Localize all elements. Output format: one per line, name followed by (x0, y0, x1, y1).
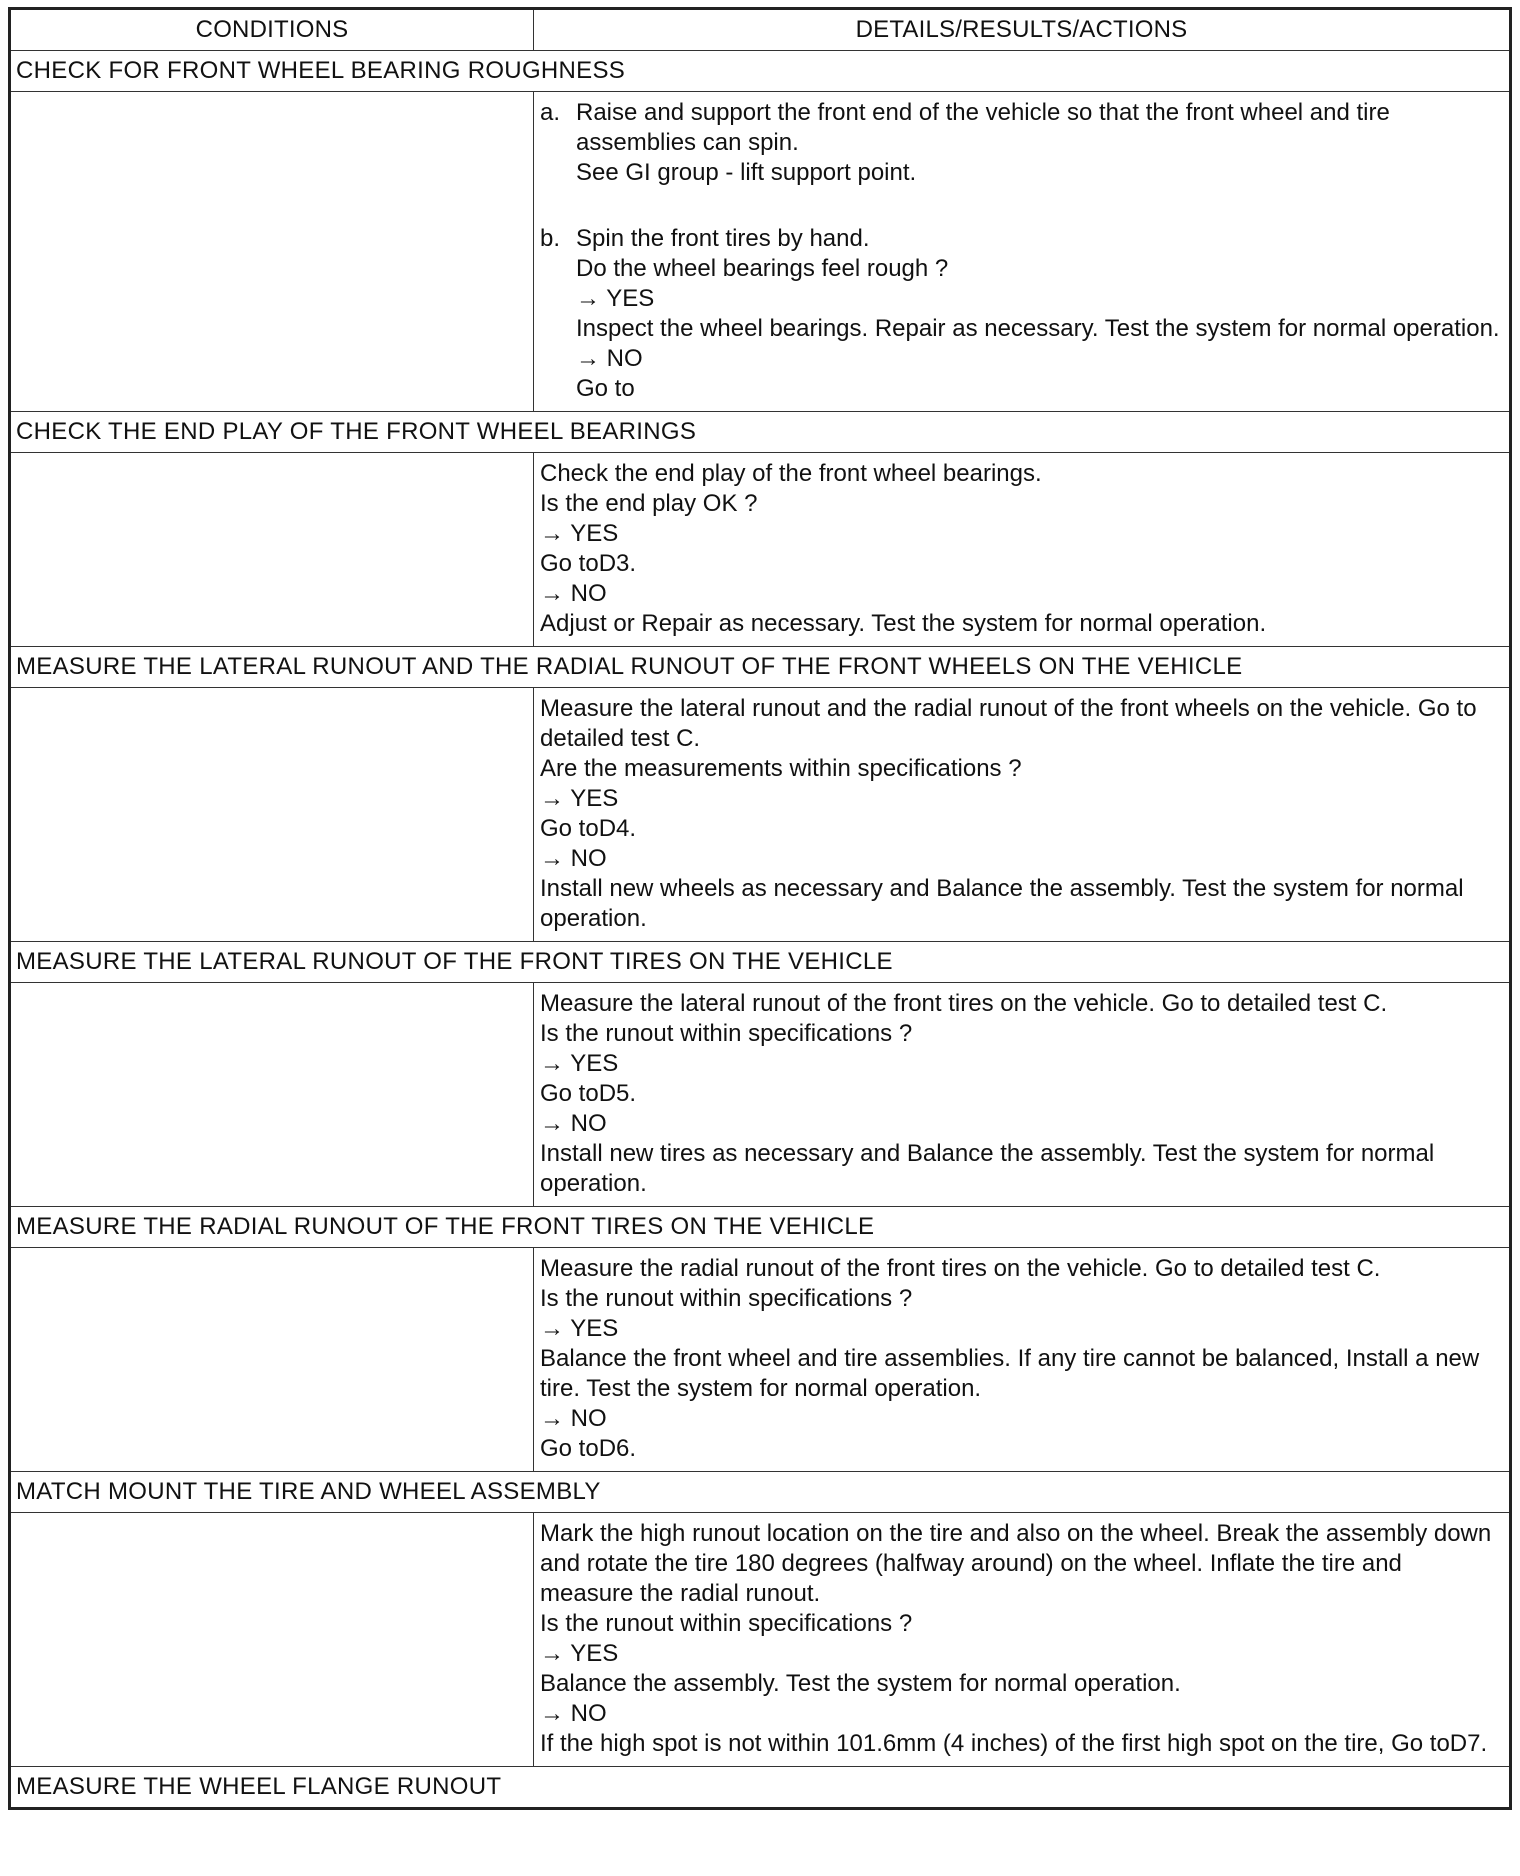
detail-line: Measure the lateral runout and the radial runout of the front wheels on the vehicle. Go to detailed test C. (540, 695, 1477, 752)
step-title-row (10, 647, 1511, 688)
detail-line: Is the runout within specifications ? (540, 1285, 913, 1312)
step-title-row (10, 942, 1511, 983)
detail-line: → NO (540, 1110, 607, 1137)
substep (540, 98, 1501, 188)
header-row (10, 9, 1511, 51)
step-title: MEASURE THE WHEEL FLANGE RUNOUT (10, 1767, 1511, 1809)
diagnostic-table (8, 7, 1512, 1810)
step-detail-row (10, 983, 1511, 1207)
details-cell (534, 453, 1511, 647)
detail-line: Is the end play OK ? (540, 490, 758, 517)
detail-line: → NO (576, 345, 643, 372)
substep-body (576, 224, 1501, 404)
step-title: MEASURE THE LATERAL RUNOUT AND THE RADIAL RUNOUT OF THE FRONT WHEELS ON THE VEHICLE (10, 647, 1511, 688)
step-detail-row (10, 688, 1511, 942)
detail-line: Raise and support the front end of the vehicle so that the front wheel and tire assemblies can spin. (576, 99, 1390, 156)
step-title: MEASURE THE LATERAL RUNOUT OF THE FRONT TIRES ON THE VEHICLE (10, 942, 1511, 983)
detail-line: If the high spot is not within 101.6mm (4 inches) of the first high spot on the tire, Go toD7. (540, 1730, 1488, 1757)
step-title-row (10, 1767, 1511, 1809)
conditions-cell (10, 983, 534, 1207)
details-cell (534, 983, 1511, 1207)
details-cell (534, 688, 1511, 942)
step-detail-row (10, 1513, 1511, 1767)
detail-line: → YES (540, 1050, 619, 1077)
detail-line: Spin the front tires by hand. (576, 225, 870, 252)
detail-line: Adjust or Repair as necessary. Test the system for normal operation. (540, 610, 1267, 637)
conditions-cell (10, 1248, 534, 1472)
detail-line: Go toD6. (540, 1435, 637, 1462)
detail-line: Measure the radial runout of the front tires on the vehicle. Go to detailed test C. (540, 1255, 1381, 1282)
steps-body (10, 51, 1511, 1809)
conditions-cell (10, 453, 534, 647)
step-title-row (10, 51, 1511, 92)
detail-line: Go toD4. (540, 815, 637, 842)
step-detail-row (10, 92, 1511, 412)
detail-line: Install new tires as necessary and Balance the assembly. Test the system for normal operation. (540, 1140, 1435, 1197)
step-title: MATCH MOUNT THE TIRE AND WHEEL ASSEMBLY (10, 1472, 1511, 1513)
step-title-row (10, 1472, 1511, 1513)
detail-line: → YES (540, 1315, 619, 1342)
substep-marker: a. (540, 99, 561, 126)
details-header: DETAILS/RESULTS/ACTIONS (534, 9, 1511, 51)
details-cell (534, 1513, 1511, 1767)
detail-line: Go toD5. (540, 1080, 637, 1107)
detail-line: Check the end play of the front wheel bearings. (540, 460, 1042, 487)
detail-line: → YES (540, 1640, 619, 1667)
detail-line: → NO (540, 580, 607, 607)
detail-line: → NO (540, 1405, 607, 1432)
step-title-row (10, 1207, 1511, 1248)
detail-line: → YES (576, 285, 655, 312)
substep-body (576, 98, 1501, 188)
step-title: MEASURE THE RADIAL RUNOUT OF THE FRONT TIRES ON THE VEHICLE (10, 1207, 1511, 1248)
step-title: CHECK THE END PLAY OF THE FRONT WHEEL BEARINGS (10, 412, 1511, 453)
substep-marker: b. (540, 225, 561, 252)
detail-line: Balance the assembly. Test the system for normal operation. (540, 1670, 1181, 1697)
detail-line: Measure the lateral runout of the front tires on the vehicle. Go to detailed test C. (540, 990, 1388, 1017)
detail-line: Mark the high runout location on the tire and also on the wheel. Break the assembly down and rotate the tire 180 degrees (halfway around) on the wheel. Inflate the tire and measure the radial runout. (540, 1520, 1492, 1607)
detail-line: Install new wheels as necessary and Balance the assembly. Test the system for normal operation. (540, 875, 1464, 932)
conditions-header: CONDITIONS (10, 9, 534, 51)
detail-line: Do the wheel bearings feel rough ? (576, 255, 949, 282)
detail-line: Go to (576, 375, 635, 402)
step-title-row (10, 412, 1511, 453)
conditions-cell (10, 92, 534, 412)
detail-line: Inspect the wheel bearings. Repair as necessary. Test the system for normal operation. (576, 315, 1500, 342)
details-cell (534, 92, 1511, 412)
details-cell (534, 1248, 1511, 1472)
detail-line: Go toD3. (540, 550, 637, 577)
detail-line: Is the runout within specifications ? (540, 1610, 913, 1637)
conditions-cell (10, 688, 534, 942)
detail-line: Balance the front wheel and tire assemblies. If any tire cannot be balanced, Install a new tire. Test the system for normal operation. (540, 1345, 1480, 1402)
substep (540, 224, 1501, 404)
detail-line: Are the measurements within specifications ? (540, 755, 1022, 782)
detail-line: Is the runout within specifications ? (540, 1020, 913, 1047)
detail-line: See GI group - lift support point. (576, 159, 917, 186)
conditions-cell (10, 1513, 534, 1767)
detail-line: → YES (540, 520, 619, 547)
detail-line: → YES (540, 785, 619, 812)
step-detail-row (10, 453, 1511, 647)
step-detail-row (10, 1248, 1511, 1472)
detail-line: → NO (540, 1700, 607, 1727)
step-title: CHECK FOR FRONT WHEEL BEARING ROUGHNESS (10, 51, 1511, 92)
detail-line: → NO (540, 845, 607, 872)
